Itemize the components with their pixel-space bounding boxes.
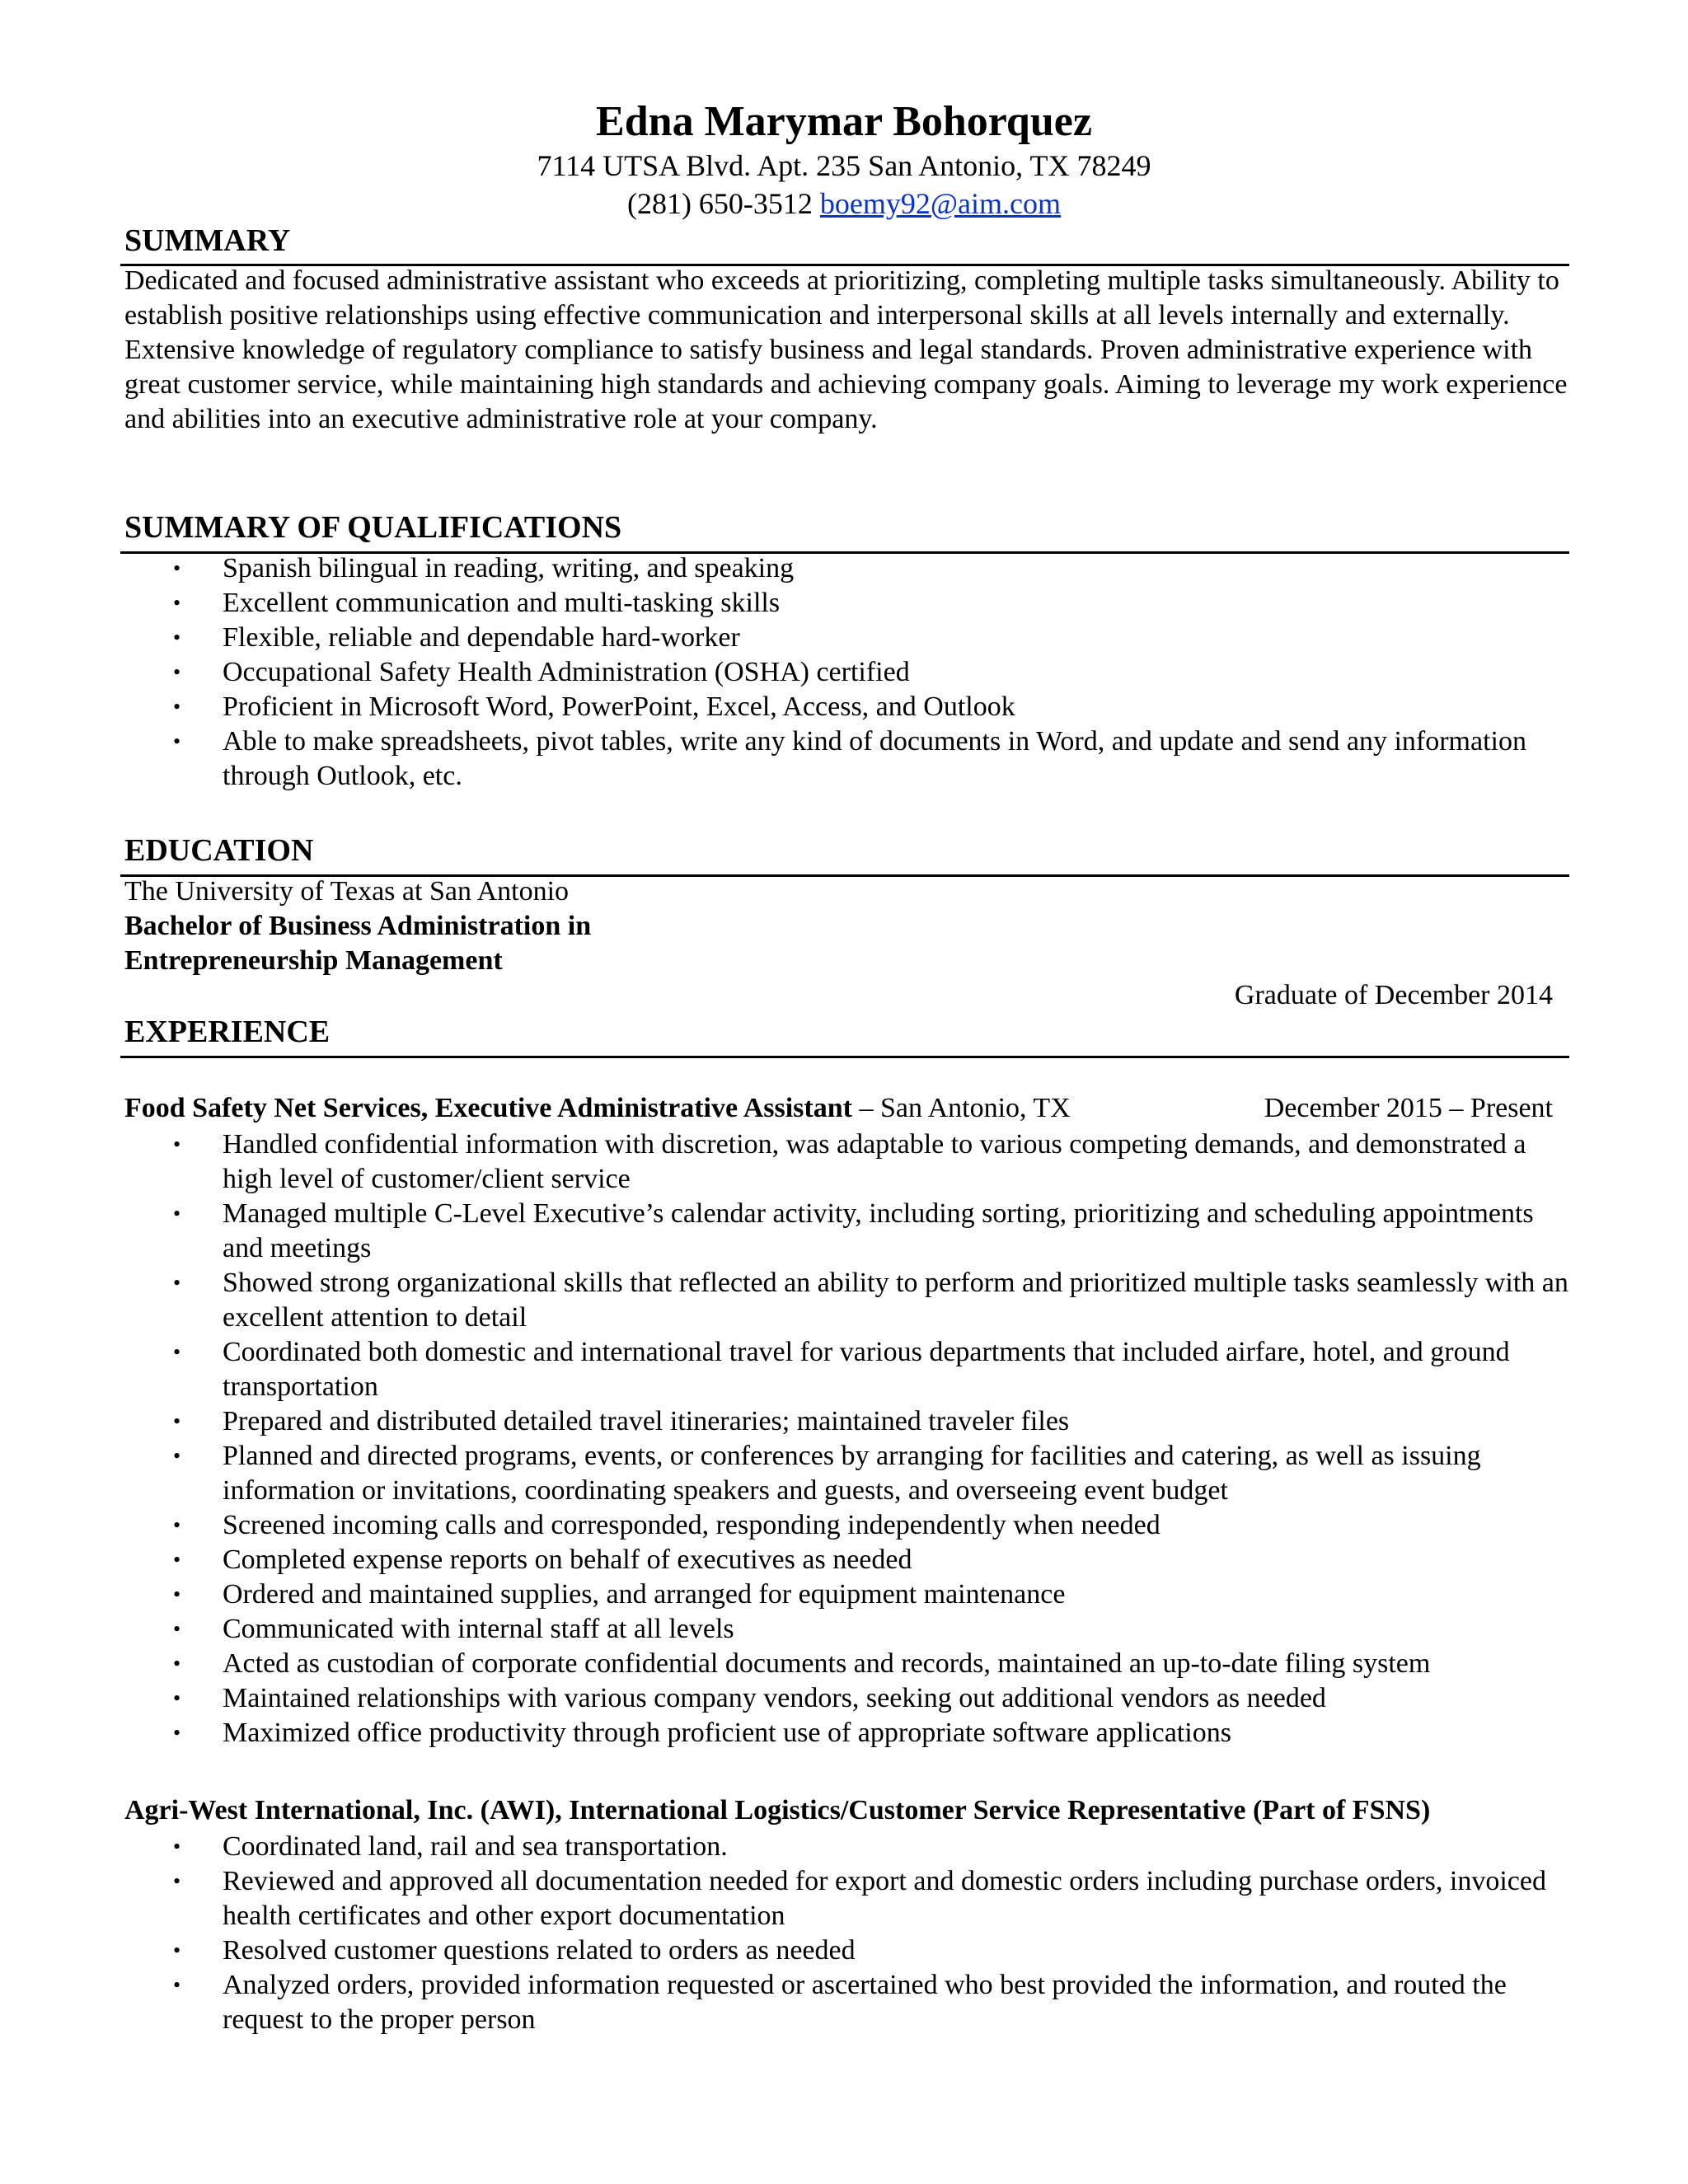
experience-heading: EXPERIENCE [124, 1015, 331, 1049]
list-item: • Maintained relationships with various company vendors, seeking out additional vendors as needed [0, 1681, 1574, 1716]
list-item: • Spanish bilingual in reading, writing, and speaking [0, 551, 1574, 586]
job-dates: December 2015 – Present [1264, 1093, 1553, 1123]
bullet-icon: • [173, 729, 181, 753]
summary-text: Dedicated and focused administrative assistant who exceeds at prioritizing, completing multiple tasks simultaneously. Ability to establish positive relationships using effective communication and interpersonal skills at all levels internally and externally. Extensive knowledge of regulatory compliance to satisfy business and legal standards. Proven administrative experience with great customer service, while maintaining high standards and achieving company goals. Aiming to leverage my work experience and abilities into an executive administrative role at your company. [124, 265, 1568, 434]
bullet-icon: • [173, 556, 181, 580]
job-bullets [0, 1830, 1574, 2037]
education-heading: EDUCATION [124, 833, 314, 868]
bullet-icon: • [173, 1686, 181, 1710]
list-item: • Planned and directed programs, events, or conferences by arranging for facilities and catering, as well as issuing information or invitations, coordinating speakers and guests, and overseeing event budget [173, 1441, 1481, 1506]
bullet-icon: • [173, 1652, 181, 1675]
job-title-line [124, 1093, 1071, 1124]
school-name: The University of Texas at San Antonio [124, 876, 570, 907]
job-bullets [0, 1127, 1574, 1750]
list-item: • Coordinated land, rail and sea transportation. [0, 1830, 1574, 1864]
list-item: • Resolved customer questions related to orders as needed [0, 1933, 1574, 1968]
experience-rule [120, 1056, 1569, 1058]
list-item: • Able to make spreadsheets, pivot tables, write any kind of documents in Word, and update and send any information through Outlook, etc. [173, 726, 1526, 791]
candidate-name: Edna Marymar Bohorquez [596, 98, 1092, 145]
degree-line-1: Bachelor of Business Administration in [124, 911, 592, 941]
list-item: • Communicated with internal staff at all levels [0, 1612, 1574, 1647]
address-line: 7114 UTSA Blvd. Apt. 235 San Antonio, TX 78249 [537, 149, 1151, 182]
list-item: • Occupational Safety Health Administration (OSHA) certified [0, 655, 1574, 690]
qualifications-list [0, 551, 1574, 794]
bullet-icon: • [173, 626, 181, 649]
list-item: • Completed expense reports on behalf of executives as needed [0, 1543, 1574, 1577]
degree-line-2: Entrepreneurship Management [124, 945, 503, 976]
list-item: • Reviewed and approved all documentation needed for export and domestic orders including purchase orders, invoiced health certificates and other export documentation [173, 1866, 1546, 1931]
bullet-icon: • [173, 1513, 181, 1537]
list-item: • Showed strong organizational skills that reflected an ability to perform and prioritized multiple tasks seamlessly with an excellent attention to detail [173, 1268, 1568, 1333]
bullet-icon: • [173, 1721, 181, 1745]
job-title: Food Safety Net Services, Executive Administrative Assistant [124, 1093, 852, 1123]
bullet-icon: • [173, 1582, 181, 1606]
bullet-icon: • [173, 591, 181, 615]
bullet-icon: • [173, 660, 181, 684]
bullet-icon: • [173, 1548, 181, 1572]
phone-number: (281) 650-3512 [626, 187, 813, 220]
list-item: • Screened incoming calls and corresponded, responding independently when needed [0, 1508, 1574, 1543]
list-item: • Analyzed orders, provided information requested or ascertained who best provided the information, and routed the request to the proper person [173, 1970, 1507, 2035]
bullet-icon: • [173, 1132, 181, 1156]
job-location: – San Antonio, TX [851, 1093, 1071, 1123]
list-item: • Maximized office productivity through proficient use of appropriate software applications [0, 1716, 1574, 1750]
summary-heading: SUMMARY [124, 223, 291, 258]
qualifications-heading: SUMMARY OF QUALIFICATIONS [124, 510, 622, 545]
job-title: Agri-West International, Inc. (AWI), International Logistics/Customer Service Representative (Part of FSNS) [124, 1795, 1431, 1825]
bullet-icon: • [173, 1444, 181, 1468]
bullet-icon: • [173, 1617, 181, 1641]
bullet-icon: • [173, 1938, 181, 1962]
list-item: • Managed multiple C-Level Executive’s calendar activity, including sorting, prioritizing and scheduling appointments and meetings [173, 1198, 1534, 1263]
email-link[interactable]: boemy92@aim.com [819, 187, 1062, 220]
list-item: • Ordered and maintained supplies, and arranged for equipment maintenance [0, 1577, 1574, 1612]
bullet-icon: • [173, 1869, 181, 1893]
list-item: • Handled confidential information with discretion, was adaptable to various competing demands, and demonstrated a high level of customer/client service [173, 1129, 1526, 1194]
bullet-icon: • [173, 695, 181, 719]
bullet-icon: • [173, 1202, 181, 1226]
bullet-icon: • [173, 1271, 181, 1295]
list-item: • Proficient in Microsoft Word, PowerPoint, Excel, Access, and Outlook [0, 690, 1574, 724]
bullet-icon: • [173, 1340, 181, 1364]
graduation-date: Graduate of December 2014 [1234, 980, 1553, 1010]
list-item: • Coordinated both domestic and international travel for various departments that included airfare, hotel, and ground transportation [173, 1337, 1510, 1402]
list-item: • Excellent communication and multi-tasking skills [0, 586, 1574, 621]
list-item: • Flexible, reliable and dependable hard-worker [0, 621, 1574, 655]
list-item: • Acted as custodian of corporate confidential documents and records, maintained an up-to-date filing system [0, 1647, 1574, 1681]
list-item: • Prepared and distributed detailed travel itineraries; maintained traveler files [0, 1404, 1574, 1439]
bullet-icon: • [173, 1409, 181, 1433]
bullet-icon: • [173, 1835, 181, 1858]
contact-line [0, 186, 1688, 221]
bullet-icon: • [173, 1973, 181, 1997]
